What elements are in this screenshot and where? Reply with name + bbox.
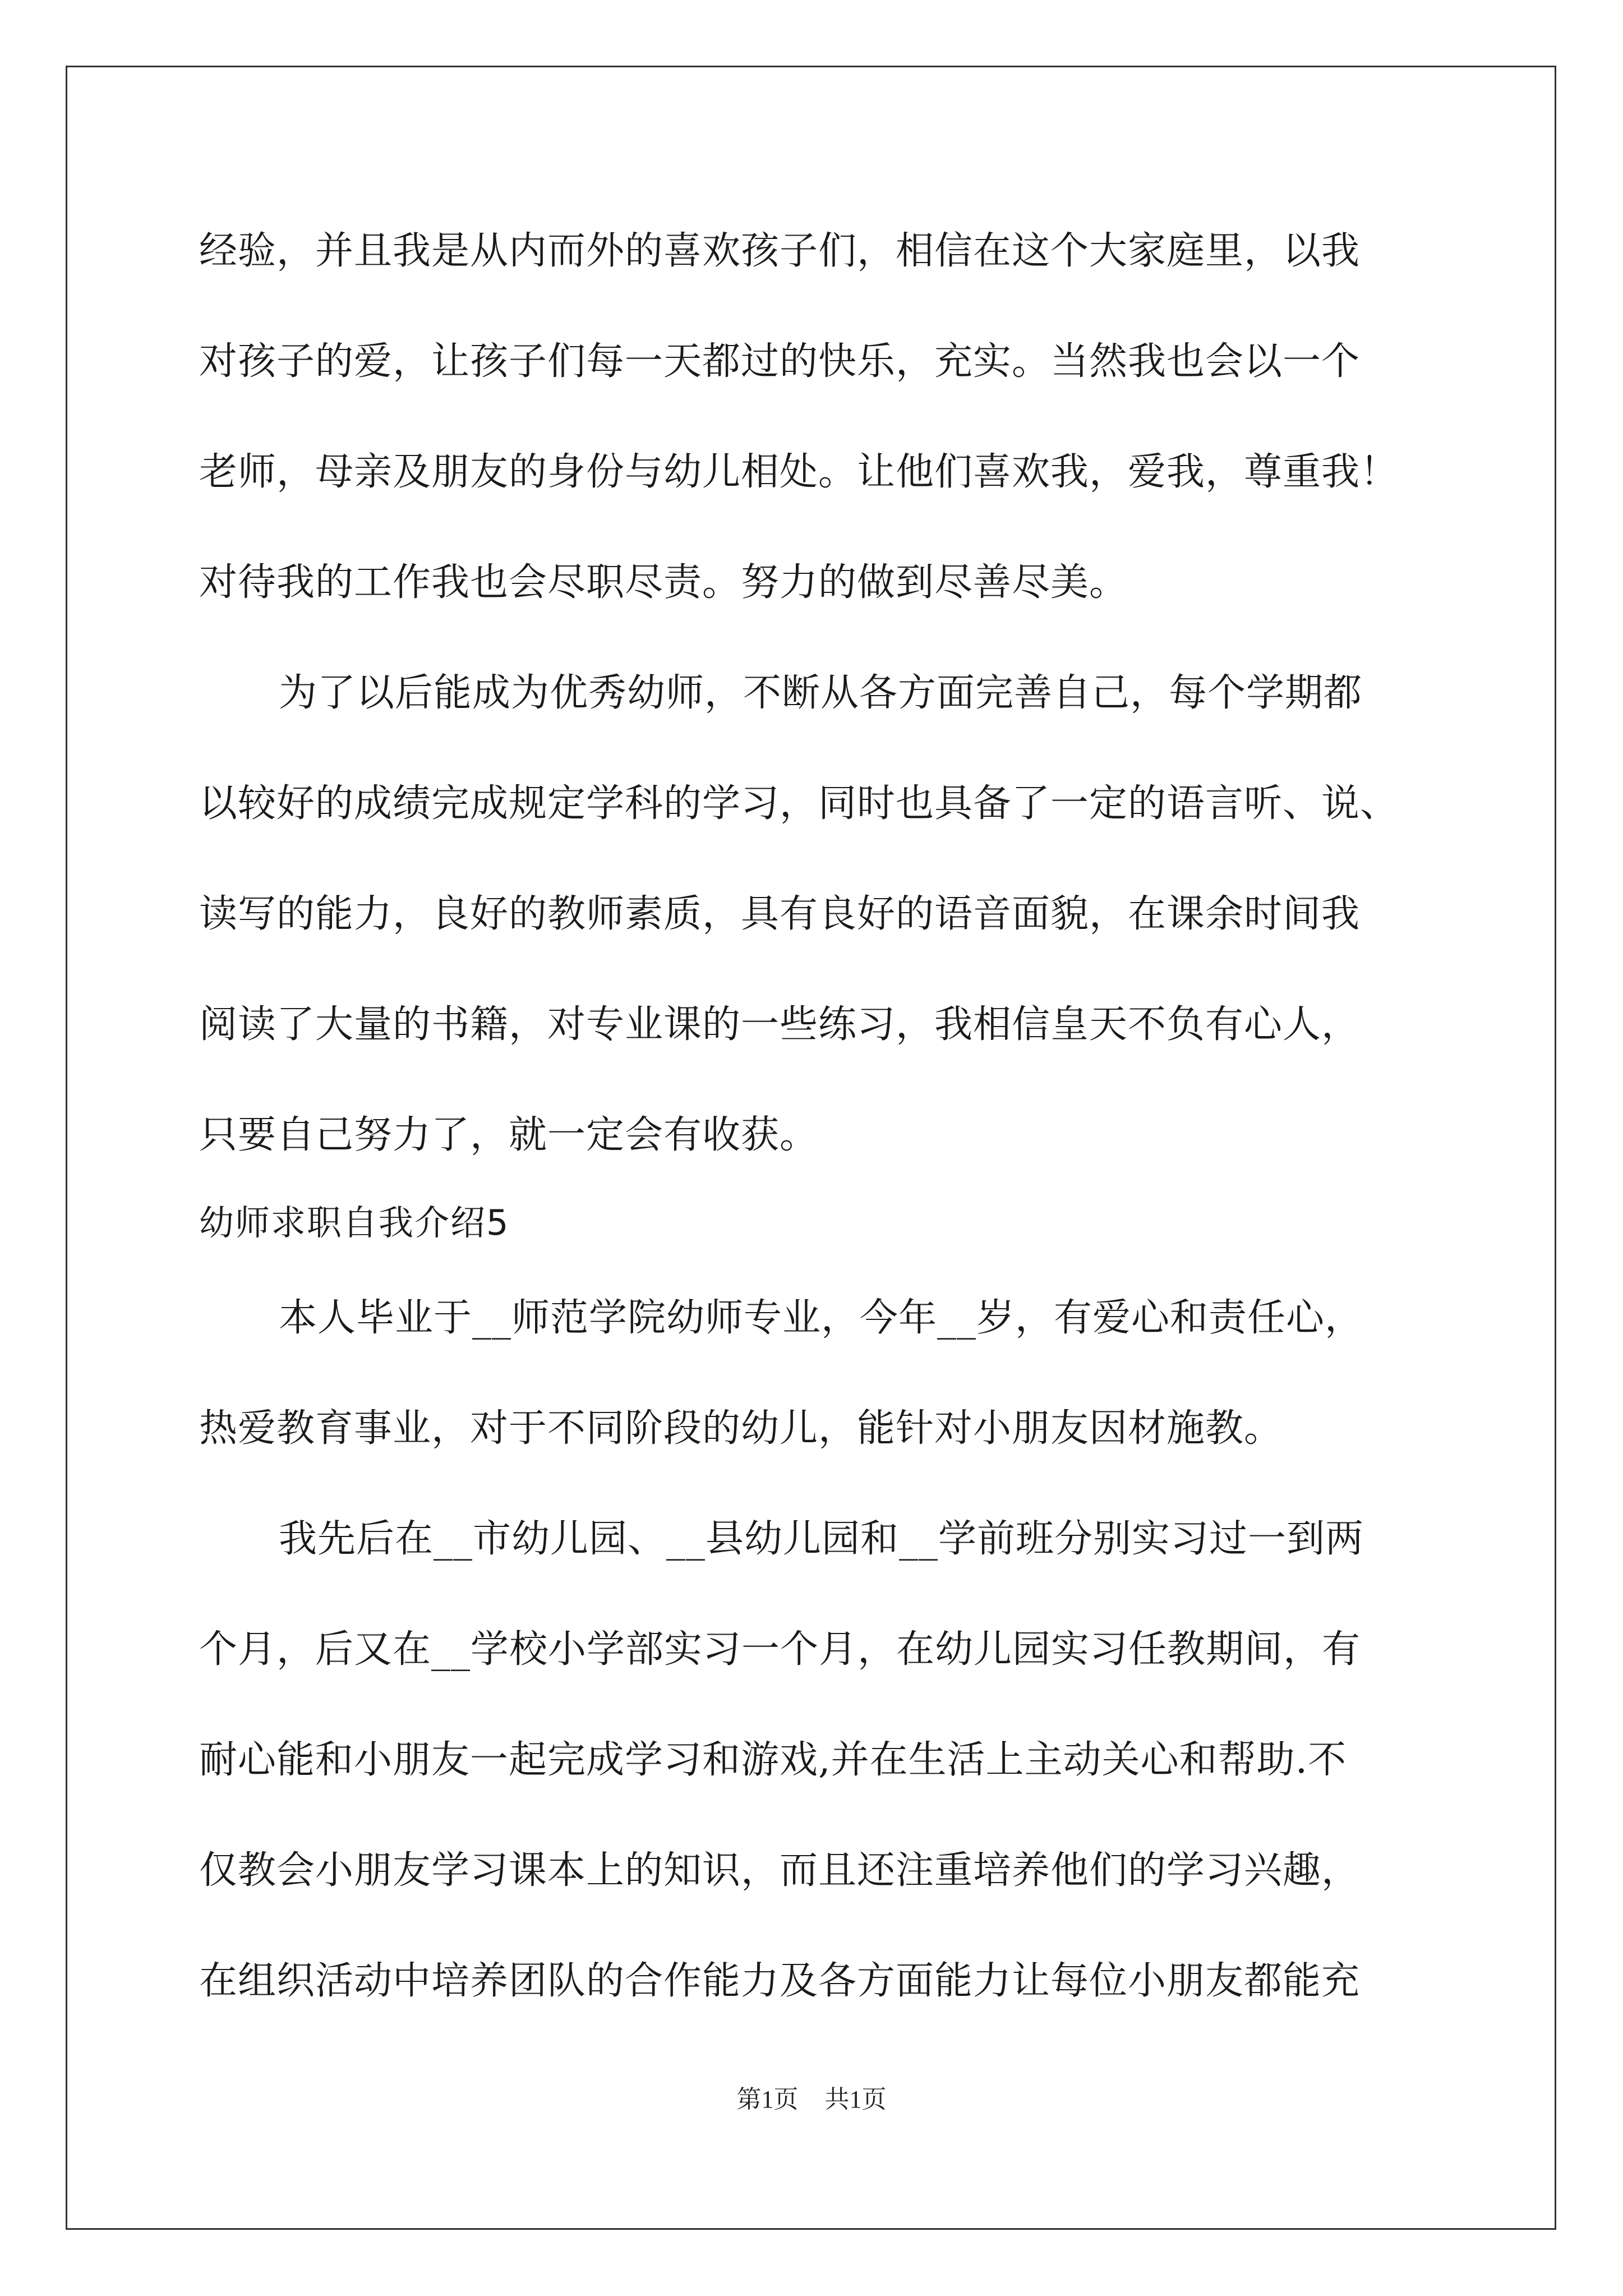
paragraph-line: 我先后在__市幼儿园、__县幼儿园和__学前班分别实习过一到两 bbox=[279, 1517, 1364, 1561]
paragraph-line: 个月，后又在__学校小学部实习一个月，在幼儿园实习任教期间，有 bbox=[199, 1627, 1361, 1672]
paragraph-line: 为了以后能成为优秀幼师，不断从各方面完善自己，每个学期都 bbox=[279, 671, 1363, 715]
paragraph-line: 读写的能力，良好的教师素质，具有良好的语音面貌，在课余时间我 bbox=[199, 892, 1361, 936]
page-total: 共1页 bbox=[824, 2086, 887, 2113]
section-heading: 幼师求职自我介绍5 bbox=[199, 1202, 510, 1243]
paragraph-line: 经验，并且我是从内而外的喜欢孩子们，相信在这个大家庭里，以我 bbox=[199, 229, 1361, 273]
paragraph-line: 耐心能和小朋友一起完成学习和游戏,并在生活上主动关心和帮助.不 bbox=[199, 1738, 1347, 1782]
paragraph-line: 仅教会小朋友学习课本上的知识，而且还注重培养他们的学习兴趣， bbox=[199, 1848, 1361, 1893]
paragraph-line: 在组织活动中培养团队的合作能力及各方面能力让每位小朋友都能充 bbox=[199, 1959, 1361, 2003]
paragraph-line: 老师，母亲及朋友的身份与幼儿相处。让他们喜欢我，爱我，尊重我！ bbox=[199, 450, 1399, 494]
paragraph-line: 热爱教育事业，对于不同阶段的幼儿，能针对小朋友因材施教。 bbox=[199, 1406, 1283, 1451]
paragraph-line: 对待我的工作我也会尽职尽责。努力的做到尽善尽美。 bbox=[199, 560, 1128, 605]
page-number: 第1页 bbox=[736, 2086, 799, 2113]
paragraph-line: 本人毕业于__师范学院幼师专业，今年__岁，有爱心和责任心， bbox=[279, 1296, 1364, 1340]
paragraph-line: 阅读了大量的书籍，对专业课的一些练习，我相信皇天不负有心人， bbox=[199, 1002, 1361, 1047]
page-footer bbox=[0, 2084, 1623, 2115]
paragraph-line: 以较好的成绩完成规定学科的学习，同时也具备了一定的语言听、说、 bbox=[199, 781, 1399, 826]
paragraph-line: 对孩子的爱，让孩子们每一天都过的快乐，充实。当然我也会以一个 bbox=[199, 339, 1361, 384]
paragraph-line: 只要自己努力了，就一定会有收获。 bbox=[199, 1113, 819, 1157]
